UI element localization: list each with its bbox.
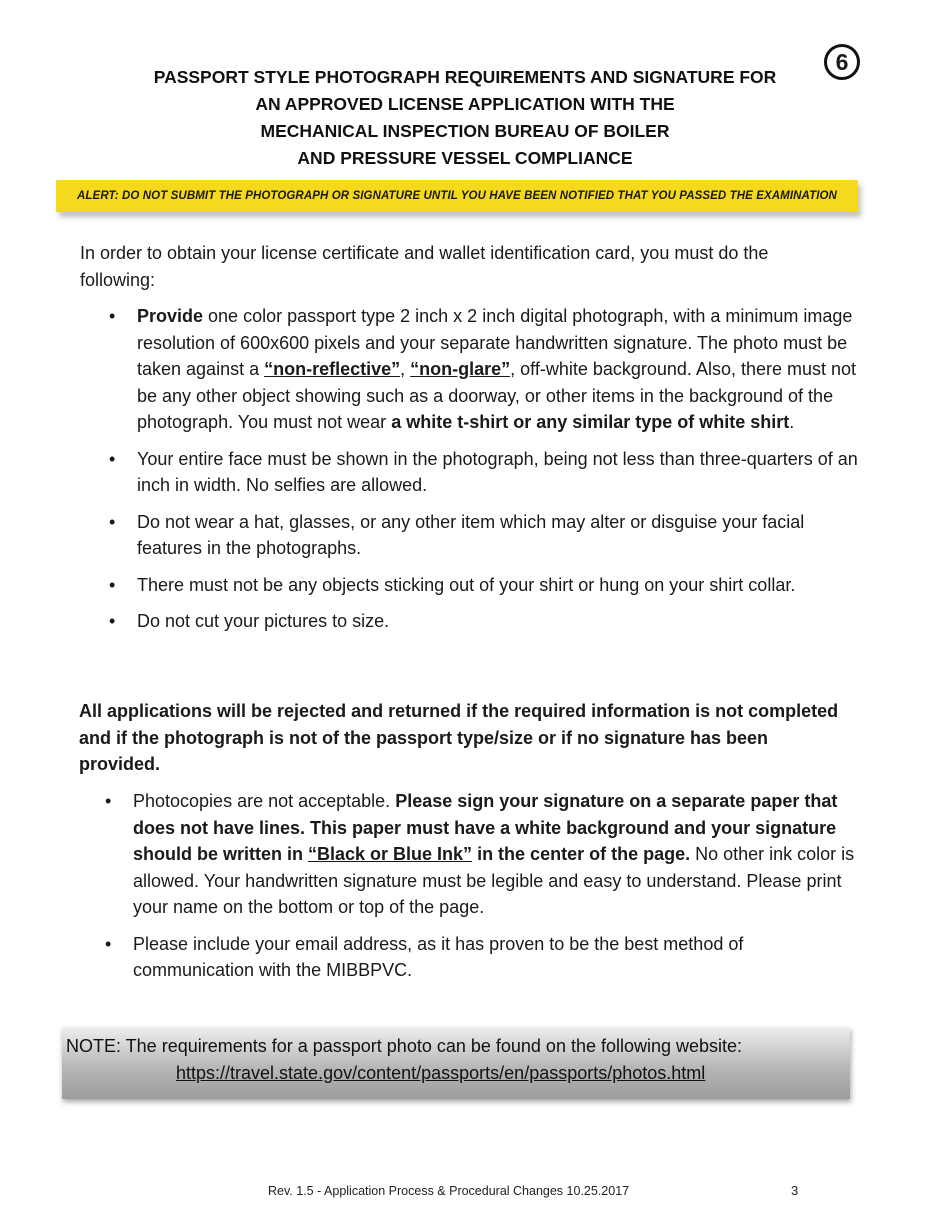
- title-line: AND PRESSURE VESSEL COMPLIANCE: [297, 148, 633, 168]
- note-box: [62, 1027, 850, 1099]
- text: one color passport type 2 inch x 2 inch digital photograph, with a minimum image resolution of 600x600 pixels and your separate handwritten signature. The photo must be taken against a: [137, 306, 853, 379]
- emphasis-text: “Black or Blue Ink”: [308, 844, 473, 864]
- alert-banner: ALERT: DO NOT SUBMIT THE PHOTOGRAPH OR SIGNATURE UNTIL YOU HAVE BEEN NOTIFIED THAT YOU PASSED THE EXAMINATION: [56, 180, 858, 212]
- bold-text: a white t-shirt or any similar type of white shirt: [391, 412, 790, 432]
- title-line: MECHANICAL INSPECTION BUREAU OF BOILER: [260, 121, 670, 141]
- title-line: PASSPORT STYLE PHOTOGRAPH REQUIREMENTS AND SIGNATURE FOR: [153, 67, 777, 87]
- bullet-icon: •: [109, 574, 116, 595]
- list-item: [81, 608, 871, 635]
- bold-text: Please sign your signature on a separate paper that does not have lines. This paper must have a white background and your signature should be written in: [133, 791, 838, 864]
- page-marker-circle: 6: [824, 44, 860, 80]
- bullet-icon: •: [105, 791, 112, 811]
- bold-text: Provide: [137, 306, 204, 326]
- photo-requirements-list: [81, 303, 871, 645]
- list-item: [81, 572, 871, 599]
- bullet-icon: •: [109, 306, 116, 326]
- list-item: [81, 509, 871, 562]
- intro-paragraph: In order to obtain your license certificate and wallet identification card, you must do the following:: [80, 243, 769, 290]
- list-item: [81, 303, 871, 436]
- note-text: NOTE: The requirements for a passport photo can be found on the following website:: [66, 1036, 743, 1056]
- text: No other ink color is allowed. Your handwritten signature must be legible and easy to understand. Please print your name on the bottom or top of the page.: [133, 844, 855, 917]
- list-item: [77, 931, 857, 984]
- text: Your entire face must be shown in the photograph, being not less than three-quarters of an inch in width. No selfies are allowed.: [137, 448, 858, 495]
- text: Photocopies are not acceptable.: [133, 791, 396, 811]
- text: Do not wear a hat, glasses, or any other item which may alter or disguise your facial features in the photographs.: [137, 511, 805, 558]
- list-item: [81, 446, 871, 499]
- text: Please include your email address, as it has proven to be the best method of communication with the MIBBPVC.: [133, 933, 744, 980]
- page-number: 3: [791, 1183, 799, 1198]
- text: ,: [400, 359, 411, 379]
- rejection-warning: All applications will be rejected and returned if the required information is not completed and if the photograph is not of the passport type/size or if no signature has been provided.: [79, 701, 839, 774]
- bullet-icon: •: [109, 511, 116, 532]
- page-title: [100, 64, 830, 172]
- text: , off-white background. Also, there must not be any other object showing such as a doorway, or other items in the background of the photograph. You must not wear: [137, 359, 857, 432]
- bullet-icon: •: [105, 933, 112, 954]
- text: There must not be any objects sticking out of your shirt or hung on your shirt collar.: [137, 574, 796, 595]
- signature-requirements-list: [77, 788, 857, 994]
- emphasis-text: “non-glare”: [410, 359, 511, 379]
- list-item: [77, 788, 857, 921]
- text: Do not cut your pictures to size.: [137, 611, 390, 631]
- bullet-icon: •: [109, 611, 116, 631]
- emphasis-text: “non-reflective”: [264, 359, 401, 379]
- bold-text: in the center of the page.: [472, 844, 691, 864]
- title-line: AN APPROVED LICENSE APPLICATION WITH THE: [255, 94, 675, 114]
- text: .: [789, 412, 795, 432]
- bullet-icon: •: [109, 448, 116, 469]
- footer-revision: Rev. 1.5 - Application Process & Procedural Changes 10.25.2017: [268, 1184, 630, 1198]
- passport-photo-link[interactable]: https://travel.state.gov/content/passports/en/passports/photos.html: [176, 1063, 706, 1083]
